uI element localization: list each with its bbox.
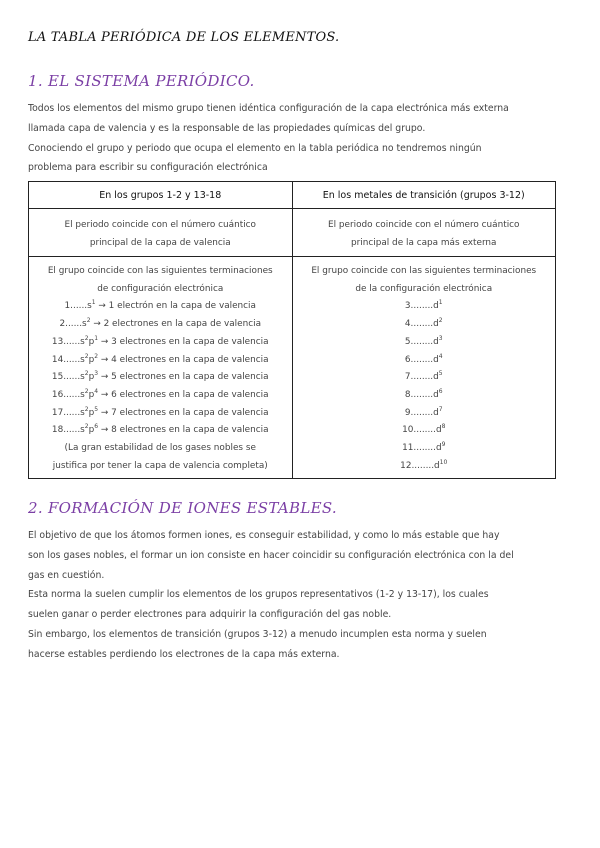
exponent: 6 xyxy=(94,423,99,431)
intro-line: problema para escribir su configuración electrónica xyxy=(28,162,268,174)
group-config-line: $2......s^2 \to 2$ electrones en la capa de valencia xyxy=(59,317,262,330)
exponent: 2 xyxy=(84,352,89,360)
exponent: 4 xyxy=(438,352,443,360)
cell-line: El grupo coincide con las siguientes terminaciones xyxy=(47,266,273,276)
exponent: 6 xyxy=(438,387,443,395)
body-line: suelen ganar o perder electrones para adquirir la configuración del gas noble. xyxy=(28,609,392,621)
body-line: son los gases nobles, el formar un ion consiste en hacer coincidir su configuración electrónica con la del xyxy=(28,549,514,561)
exponent: 5 xyxy=(94,405,99,413)
exponent: 1 xyxy=(91,299,96,307)
intro-line: Conociendo el grupo y periodo que ocupa el elemento en la tabla periódica no tendremos ningún xyxy=(28,142,482,154)
body-line: El objetivo de que los átomos formen iones, es conseguir estabilidad, y como lo más estable que hay xyxy=(28,530,500,541)
body-line: Esta norma la suelen cumplir los elementos de los grupos representativos (1-2 y 13-17), los cuales xyxy=(28,589,489,601)
transition-config-line: $6........d^4$ xyxy=(404,352,443,365)
body-line: gas en cuestión. xyxy=(28,569,105,581)
grupo-transition-cell xyxy=(292,257,556,479)
cell-line: principal de la capa de valencia xyxy=(89,238,231,248)
group-config-line: $13......s^2p^1 \to 3$ electrones en la capa de valencia xyxy=(51,334,269,347)
cell-line: de configuración electrónica xyxy=(97,283,224,294)
section-1-heading: 1. EL SISTEMA PERIÓDICO. xyxy=(28,72,255,90)
exponent: 1 xyxy=(94,334,99,342)
group-config-line: $16......s^2p^4 \to 6$ electrones en la capa de valencia xyxy=(51,387,269,400)
group-config-line: $15......s^2p^3 \to 5$ electrones en la capa de valencia xyxy=(51,370,269,383)
exponent: 5 xyxy=(438,370,443,378)
cell-line: El periodo coincide con el número cuántico xyxy=(328,220,520,230)
exponent: 2 xyxy=(84,405,89,413)
cell-line: El periodo coincide con el número cuántico xyxy=(64,220,256,230)
header-transition-metals: En los metales de transición (grupos 3-12) xyxy=(292,182,556,209)
transition-config-line: $8........d^6$ xyxy=(404,387,443,400)
noble-gas-note: justifica por tener la capa de valencia completa) xyxy=(52,460,268,471)
cell-line: El grupo coincide con las siguientes terminaciones xyxy=(311,266,537,276)
section-2-body xyxy=(28,526,568,665)
group-config-line: $17......s^2p^5 \to 7$ electrones en la capa de valencia xyxy=(51,405,269,418)
body-line: Sin embargo, los elementos de transición (grupos 3-12) a menudo incumplen esta norma y suelen xyxy=(28,628,487,640)
transition-config-line: $3........d^1$ xyxy=(404,299,443,312)
group-config-line: $1......s^1 \to 1$ electrón en la capa de valencia xyxy=(64,299,256,312)
exponent: 2 xyxy=(94,352,99,360)
exponent: 9 xyxy=(441,441,446,449)
group-config-line: $14......s^2p^2 \to 4$ electrones en la capa de valencia xyxy=(51,352,269,365)
exponent: 2 xyxy=(84,423,89,431)
transition-config-line: $12........d^{10}$ xyxy=(400,458,448,471)
noble-gas-note: (La gran estabilidad de los gases nobles se xyxy=(64,443,256,454)
exponent: 8 xyxy=(441,423,446,431)
exponent: 10 xyxy=(439,458,448,466)
body-line: hacerse estables perdiendo los electrones de la capa más externa. xyxy=(28,648,340,660)
section-2-heading: 2. FORMACIÓN DE IONES ESTABLES. xyxy=(28,499,337,517)
cell-line: de la configuración electrónica xyxy=(355,283,493,294)
transition-config-line: $4........d^2$ xyxy=(404,317,443,330)
intro-line: Todos los elementos del mismo grupo tienen idéntica configuración de la capa electrónica más externa xyxy=(28,103,509,114)
grupo-representative-cell xyxy=(29,257,293,479)
intro-line: llamada capa de valencia y es la responsable de las propiedades químicas del grupo. xyxy=(28,122,426,134)
transition-config-line: $5........d^3$ xyxy=(404,334,443,347)
configuration-table xyxy=(28,181,556,479)
exponent: 2 xyxy=(438,317,443,325)
periodo-representative-cell xyxy=(29,209,293,257)
exponent: 2 xyxy=(84,370,89,378)
transition-config-line: $11........d^9$ xyxy=(402,441,446,454)
transition-config-line: $7........d^5$ xyxy=(404,370,443,383)
exponent: 7 xyxy=(438,405,443,413)
header-representative-groups: En los grupos 1-2 y 13-18 xyxy=(29,182,293,209)
exponent: 2 xyxy=(84,387,89,395)
exponent: 3 xyxy=(438,334,443,342)
transition-config-line: $10........d^8$ xyxy=(402,423,446,436)
cell-line: principal de la capa más externa xyxy=(350,238,497,248)
exponent: 1 xyxy=(438,299,443,307)
section-1-intro xyxy=(28,99,568,178)
periodo-transition-cell xyxy=(292,209,556,257)
group-config-line: $18......s^2p^6 \to 8$ electrones en la capa de valencia xyxy=(51,423,269,436)
exponent: 3 xyxy=(94,370,99,378)
exponent: 2 xyxy=(86,317,91,325)
document-title: LA TABLA PERIÓDICA DE LOS ELEMENTOS. xyxy=(28,30,340,45)
transition-config-line: $9........d^7$ xyxy=(404,405,443,418)
exponent: 4 xyxy=(94,387,99,395)
exponent: 2 xyxy=(84,334,89,342)
